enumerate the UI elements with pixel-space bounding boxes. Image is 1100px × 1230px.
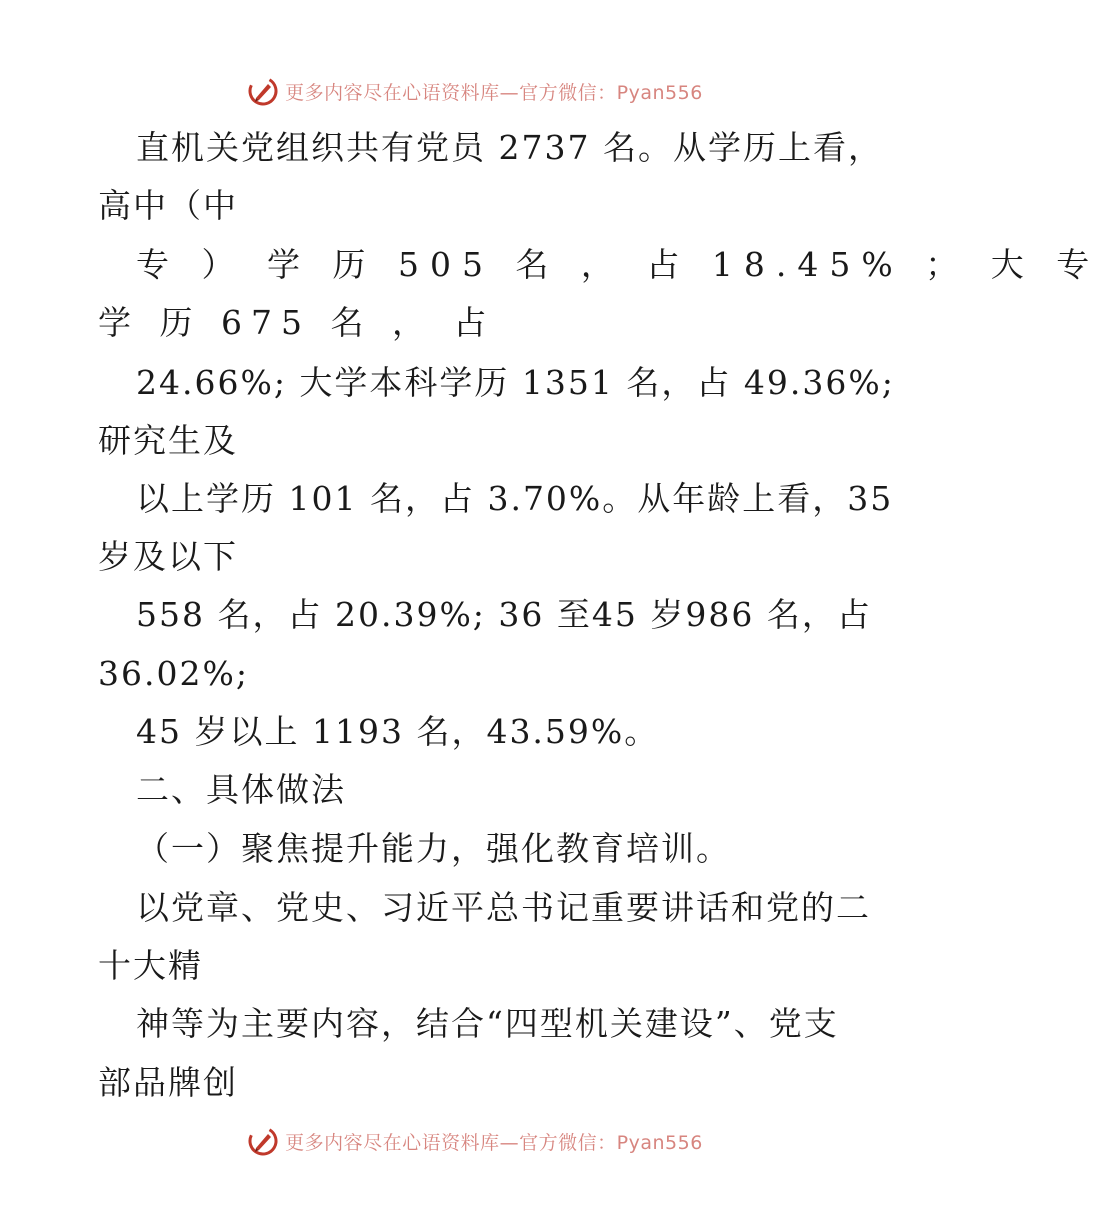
footer-watermark <box>0 1121 950 1161</box>
watermark-text: 更多内容尽在心语资料库—官方微信：Pyan556 <box>285 81 703 104</box>
pen-in-circle-logo-icon <box>247 1125 279 1157</box>
section-heading: 二、具体做法 <box>136 770 346 809</box>
subsection-heading: （一）聚焦提升能力，强化教育培训。 <box>136 829 731 868</box>
paragraph-line: 558 名，占 20.39%; 36 至45 岁986 名，占 <box>136 595 872 634</box>
paragraph-line: 以上学历 101 名，占 3.70%。从年龄上看，35 <box>136 479 894 518</box>
paragraph-line: 十大精 <box>98 946 203 985</box>
paragraph-line: 岁及以下 <box>98 537 238 576</box>
paragraph-line: 直机关党组织共有党员 2737 名。从学历上看， <box>136 128 883 167</box>
paragraph-line: 研究生及 <box>98 421 238 460</box>
paragraph-line: 神等为主要内容，结合“四型机关建设”、党支 <box>136 1004 839 1043</box>
watermark-text: 更多内容尽在心语资料库—官方微信：Pyan556 <box>285 1131 703 1154</box>
paragraph-line: 24.66%; 大学本科学历 1351 名，占 49.36%; <box>136 363 895 402</box>
paragraph-line: 36.02%; <box>98 654 249 693</box>
paragraph-line: 高中（中 <box>98 186 238 225</box>
paragraph-line: 以党章、党史、习近平总书记重要讲话和党的二 <box>136 888 871 927</box>
paragraph-line: 45 岁以上 1193 名，43.59%。 <box>136 712 660 751</box>
paragraph-line: 学 历 675 名 ， 占 <box>98 303 496 342</box>
paragraph-line: 专 ） 学 历 505 名 ， 占 18.45% ； 大 专 <box>136 245 1100 284</box>
paragraph-line: 部品牌创 <box>98 1063 238 1102</box>
